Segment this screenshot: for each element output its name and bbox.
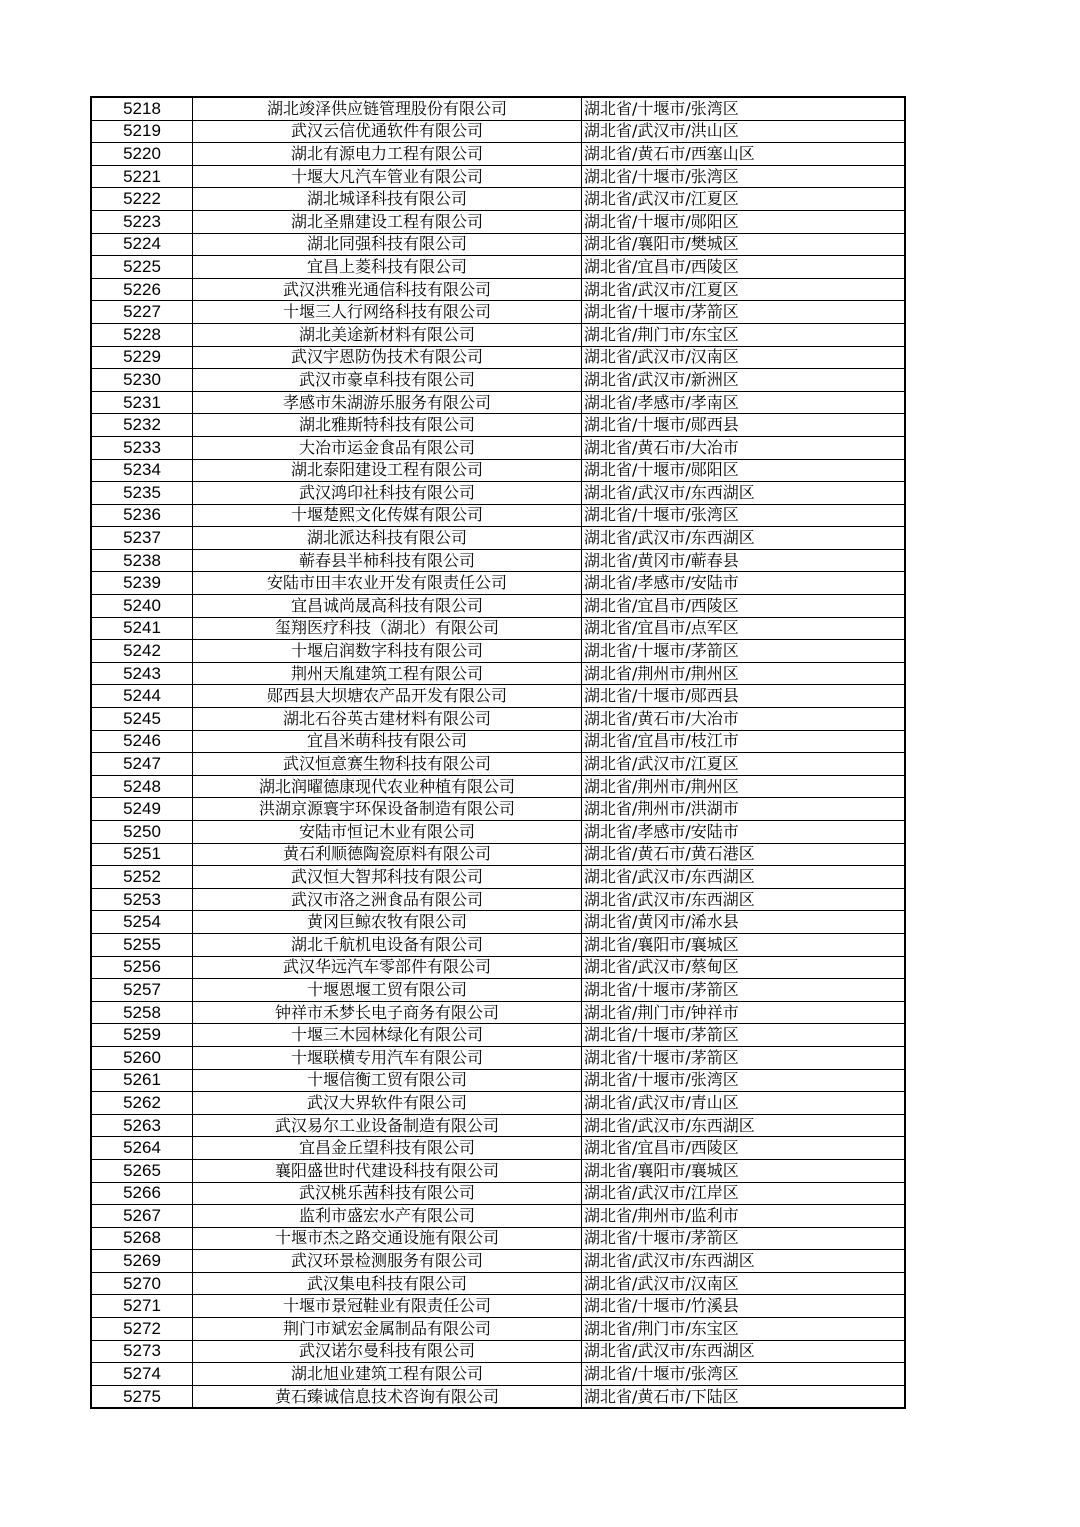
table-row <box>91 775 905 798</box>
row-number-cell: 5241 <box>91 617 193 640</box>
company-name-cell: 武汉市豪卓科技有限公司 <box>193 369 582 392</box>
row-number-cell: 5244 <box>91 685 193 708</box>
row-number-cell: 5228 <box>91 323 193 346</box>
company-name-cell: 十堰恩堰工贸有限公司 <box>193 979 582 1002</box>
region-cell: 湖北省/十堰市/竹溪县 <box>582 1295 906 1318</box>
row-number-cell: 5226 <box>91 278 193 301</box>
row-number-cell: 5256 <box>91 956 193 979</box>
region-cell: 湖北省/武汉市/汉南区 <box>582 1272 906 1295</box>
region-cell: 湖北省/武汉市/洪山区 <box>582 120 906 143</box>
table-row <box>91 1385 905 1408</box>
company-name-cell: 武汉恒大智邦科技有限公司 <box>193 866 582 889</box>
table-row <box>91 595 905 618</box>
region-cell: 湖北省/十堰市/张湾区 <box>582 165 906 188</box>
company-name-cell: 十堰启润数字科技有限公司 <box>193 640 582 663</box>
company-name-cell: 武汉易尔工业设备制造有限公司 <box>193 1114 582 1137</box>
region-cell: 湖北省/荆州市/荆州区 <box>582 662 906 685</box>
region-cell: 湖北省/武汉市/江夏区 <box>582 278 906 301</box>
table-row <box>91 1295 905 1318</box>
region-cell: 湖北省/襄阳市/襄城区 <box>582 933 906 956</box>
region-cell: 湖北省/十堰市/茅箭区 <box>582 640 906 663</box>
company-name-cell: 大冶市运金食品有限公司 <box>193 436 582 459</box>
row-number-cell: 5260 <box>91 1046 193 1069</box>
row-number-cell: 5273 <box>91 1340 193 1363</box>
company-name-cell: 十堰联横专用汽车有限公司 <box>193 1046 582 1069</box>
region-cell: 湖北省/武汉市/东西湖区 <box>582 527 906 550</box>
row-number-cell: 5265 <box>91 1159 193 1182</box>
table-row <box>91 1137 905 1160</box>
table-row <box>91 1069 905 1092</box>
row-number-cell: 5224 <box>91 233 193 256</box>
row-number-cell: 5220 <box>91 143 193 166</box>
table-row <box>91 1024 905 1047</box>
region-cell: 湖北省/黄石市/大冶市 <box>582 436 906 459</box>
company-name-cell: 郧西县大坝塘农产品开发有限公司 <box>193 685 582 708</box>
table-row <box>91 210 905 233</box>
company-name-cell: 湖北泰阳建设工程有限公司 <box>193 459 582 482</box>
company-name-cell: 宜昌诚尚晟高科技有限公司 <box>193 595 582 618</box>
row-number-cell: 5264 <box>91 1137 193 1160</box>
row-number-cell: 5253 <box>91 888 193 911</box>
table-row <box>91 165 905 188</box>
table-row <box>91 1363 905 1386</box>
row-number-cell: 5222 <box>91 188 193 211</box>
region-cell: 湖北省/十堰市/郧阳区 <box>582 459 906 482</box>
company-name-cell: 湖北美途新材料有限公司 <box>193 323 582 346</box>
row-number-cell: 5235 <box>91 482 193 505</box>
company-name-cell: 湖北城译科技有限公司 <box>193 188 582 211</box>
table-row <box>91 143 905 166</box>
table-row <box>91 662 905 685</box>
row-number-cell: 5246 <box>91 730 193 753</box>
company-name-cell: 蕲春县半柿科技有限公司 <box>193 549 582 572</box>
region-cell: 湖北省/黄石市/下陆区 <box>582 1385 906 1408</box>
company-name-cell: 孝感市朱湖游乐服务有限公司 <box>193 391 582 414</box>
table-row <box>91 753 905 776</box>
region-cell: 湖北省/十堰市/郧阳区 <box>582 210 906 233</box>
company-name-cell: 湖北润曜德康现代农业种植有限公司 <box>193 775 582 798</box>
company-name-cell: 武汉市洛之洲食品有限公司 <box>193 888 582 911</box>
table-row <box>91 1001 905 1024</box>
company-name-cell: 湖北有源电力工程有限公司 <box>193 143 582 166</box>
company-list-table <box>90 96 906 1409</box>
region-cell: 湖北省/武汉市/蔡甸区 <box>582 956 906 979</box>
table-row <box>91 1250 905 1273</box>
company-name-cell: 武汉华远汽车零部件有限公司 <box>193 956 582 979</box>
company-name-cell: 湖北同强科技有限公司 <box>193 233 582 256</box>
company-name-cell: 十堰楚熙文化传媒有限公司 <box>193 504 582 527</box>
row-number-cell: 5231 <box>91 391 193 414</box>
company-name-cell: 安陆市田丰农业开发有限责任公司 <box>193 572 582 595</box>
table-row <box>91 979 905 1002</box>
region-cell: 湖北省/武汉市/东西湖区 <box>582 482 906 505</box>
region-cell: 湖北省/武汉市/江夏区 <box>582 753 906 776</box>
region-cell: 湖北省/宜昌市/西陵区 <box>582 256 906 279</box>
company-name-cell: 武汉诺尔曼科技有限公司 <box>193 1340 582 1363</box>
table-row <box>91 933 905 956</box>
table-row <box>91 369 905 392</box>
table-row <box>91 685 905 708</box>
table-row <box>91 323 905 346</box>
region-cell: 湖北省/襄阳市/樊城区 <box>582 233 906 256</box>
region-cell: 湖北省/荆门市/钟祥市 <box>582 1001 906 1024</box>
company-name-cell: 湖北竣泽供应链管理股份有限公司 <box>193 97 582 120</box>
table-row <box>91 97 905 120</box>
row-number-cell: 5269 <box>91 1250 193 1273</box>
table-row <box>91 1318 905 1341</box>
row-number-cell: 5258 <box>91 1001 193 1024</box>
company-name-cell: 湖北派达科技有限公司 <box>193 527 582 550</box>
table-row <box>91 120 905 143</box>
table-row <box>91 911 905 934</box>
table-row <box>91 1092 905 1115</box>
company-name-cell: 十堰市杰之路交通设施有限公司 <box>193 1227 582 1250</box>
row-number-cell: 5254 <box>91 911 193 934</box>
row-number-cell: 5225 <box>91 256 193 279</box>
table-row <box>91 821 905 844</box>
table-row <box>91 1114 905 1137</box>
row-number-cell: 5242 <box>91 640 193 663</box>
company-name-cell: 十堰三木园林绿化有限公司 <box>193 1024 582 1047</box>
row-number-cell: 5233 <box>91 436 193 459</box>
region-cell: 湖北省/十堰市/张湾区 <box>582 504 906 527</box>
company-name-cell: 武汉集电科技有限公司 <box>193 1272 582 1295</box>
region-cell: 湖北省/武汉市/汉南区 <box>582 346 906 369</box>
table-row <box>91 459 905 482</box>
company-name-cell: 宜昌金丘望科技有限公司 <box>193 1137 582 1160</box>
region-cell: 湖北省/武汉市/东西湖区 <box>582 1114 906 1137</box>
table-row <box>91 346 905 369</box>
region-cell: 湖北省/十堰市/张湾区 <box>582 1069 906 1092</box>
table-row <box>91 888 905 911</box>
region-cell: 湖北省/宜昌市/枝江市 <box>582 730 906 753</box>
row-number-cell: 5245 <box>91 708 193 731</box>
region-cell: 湖北省/十堰市/郧西县 <box>582 414 906 437</box>
table-row <box>91 233 905 256</box>
table-row <box>91 391 905 414</box>
table-row <box>91 1205 905 1228</box>
region-cell: 湖北省/孝感市/安陆市 <box>582 572 906 595</box>
row-number-cell: 5272 <box>91 1318 193 1341</box>
company-name-cell: 武汉云信优通软件有限公司 <box>193 120 582 143</box>
row-number-cell: 5238 <box>91 549 193 572</box>
row-number-cell: 5259 <box>91 1024 193 1047</box>
row-number-cell: 5218 <box>91 97 193 120</box>
region-cell: 湖北省/武汉市/东西湖区 <box>582 888 906 911</box>
company-name-cell: 荆州天胤建筑工程有限公司 <box>193 662 582 685</box>
table-row <box>91 1046 905 1069</box>
company-name-cell: 宜昌米萌科技有限公司 <box>193 730 582 753</box>
row-number-cell: 5271 <box>91 1295 193 1318</box>
table-row <box>91 482 905 505</box>
region-cell: 湖北省/武汉市/江夏区 <box>582 188 906 211</box>
company-name-cell: 黄石臻诚信息技术咨询有限公司 <box>193 1385 582 1408</box>
company-name-cell: 钟祥市禾梦长电子商务有限公司 <box>193 1001 582 1024</box>
row-number-cell: 5261 <box>91 1069 193 1092</box>
company-name-cell: 十堰信衡工贸有限公司 <box>193 1069 582 1092</box>
table-row <box>91 1182 905 1205</box>
region-cell: 湖北省/黄冈市/浠水县 <box>582 911 906 934</box>
table-row <box>91 188 905 211</box>
region-cell: 湖北省/十堰市/茅箭区 <box>582 979 906 1002</box>
company-name-cell: 玺翔医疗科技（湖北）有限公司 <box>193 617 582 640</box>
row-number-cell: 5268 <box>91 1227 193 1250</box>
region-cell: 湖北省/宜昌市/西陵区 <box>582 595 906 618</box>
region-cell: 湖北省/荆门市/东宝区 <box>582 323 906 346</box>
region-cell: 湖北省/孝感市/孝南区 <box>582 391 906 414</box>
company-name-cell: 监利市盛宏水产有限公司 <box>193 1205 582 1228</box>
row-number-cell: 5263 <box>91 1114 193 1137</box>
company-name-cell: 湖北千航机电设备有限公司 <box>193 933 582 956</box>
region-cell: 湖北省/荆州市/荆州区 <box>582 775 906 798</box>
region-cell: 湖北省/武汉市/江岸区 <box>582 1182 906 1205</box>
row-number-cell: 5236 <box>91 504 193 527</box>
row-number-cell: 5251 <box>91 843 193 866</box>
company-name-cell: 武汉鸿印社科技有限公司 <box>193 482 582 505</box>
table-row <box>91 414 905 437</box>
table-row <box>91 256 905 279</box>
table-row <box>91 1272 905 1295</box>
region-cell: 湖北省/黄冈市/蕲春县 <box>582 549 906 572</box>
row-number-cell: 5232 <box>91 414 193 437</box>
region-cell: 湖北省/武汉市/东西湖区 <box>582 866 906 889</box>
table-row <box>91 504 905 527</box>
company-name-cell: 湖北圣鼎建设工程有限公司 <box>193 210 582 233</box>
region-cell: 湖北省/十堰市/郧西县 <box>582 685 906 708</box>
row-number-cell: 5243 <box>91 662 193 685</box>
company-name-cell: 荆门市斌宏金属制品有限公司 <box>193 1318 582 1341</box>
table-row <box>91 436 905 459</box>
region-cell: 湖北省/荆门市/东宝区 <box>582 1318 906 1341</box>
company-name-cell: 武汉洪雅光通信科技有限公司 <box>193 278 582 301</box>
table-row <box>91 301 905 324</box>
region-cell: 湖北省/襄阳市/襄城区 <box>582 1159 906 1182</box>
region-cell: 湖北省/十堰市/茅箭区 <box>582 1024 906 1047</box>
region-cell: 湖北省/黄石市/大冶市 <box>582 708 906 731</box>
table-row <box>91 798 905 821</box>
table-row <box>91 730 905 753</box>
company-name-cell: 武汉大界软件有限公司 <box>193 1092 582 1115</box>
row-number-cell: 5257 <box>91 979 193 1002</box>
table-row <box>91 843 905 866</box>
row-number-cell: 5274 <box>91 1363 193 1386</box>
company-name-cell: 湖北雅斯特科技有限公司 <box>193 414 582 437</box>
row-number-cell: 5249 <box>91 798 193 821</box>
company-list-body <box>91 97 905 1408</box>
company-name-cell: 十堰大凡汽车管业有限公司 <box>193 165 582 188</box>
row-number-cell: 5252 <box>91 866 193 889</box>
region-cell: 湖北省/武汉市/青山区 <box>582 1092 906 1115</box>
table-row <box>91 1227 905 1250</box>
row-number-cell: 5248 <box>91 775 193 798</box>
row-number-cell: 5266 <box>91 1182 193 1205</box>
region-cell: 湖北省/孝感市/安陆市 <box>582 821 906 844</box>
company-name-cell: 武汉宇恩防伪技术有限公司 <box>193 346 582 369</box>
company-name-cell: 武汉环景检测服务有限公司 <box>193 1250 582 1273</box>
region-cell: 湖北省/武汉市/东西湖区 <box>582 1250 906 1273</box>
company-name-cell: 黄冈巨鲸农牧有限公司 <box>193 911 582 934</box>
row-number-cell: 5262 <box>91 1092 193 1115</box>
row-number-cell: 5234 <box>91 459 193 482</box>
row-number-cell: 5255 <box>91 933 193 956</box>
company-name-cell: 湖北旭业建筑工程有限公司 <box>193 1363 582 1386</box>
table-row <box>91 1340 905 1363</box>
region-cell: 湖北省/十堰市/茅箭区 <box>582 301 906 324</box>
region-cell: 湖北省/武汉市/新洲区 <box>582 369 906 392</box>
row-number-cell: 5221 <box>91 165 193 188</box>
region-cell: 湖北省/黄石市/西塞山区 <box>582 143 906 166</box>
company-name-cell: 武汉桃乐茜科技有限公司 <box>193 1182 582 1205</box>
company-name-cell: 安陆市恒记木业有限公司 <box>193 821 582 844</box>
company-name-cell: 黄石利顺德陶瓷原料有限公司 <box>193 843 582 866</box>
table-row <box>91 527 905 550</box>
row-number-cell: 5267 <box>91 1205 193 1228</box>
table-row <box>91 278 905 301</box>
region-cell: 湖北省/十堰市/茅箭区 <box>582 1046 906 1069</box>
company-name-cell: 襄阳盛世时代建设科技有限公司 <box>193 1159 582 1182</box>
table-row <box>91 866 905 889</box>
company-name-cell: 宜昌上菱科技有限公司 <box>193 256 582 279</box>
row-number-cell: 5239 <box>91 572 193 595</box>
row-number-cell: 5230 <box>91 369 193 392</box>
region-cell: 湖北省/荆州市/监利市 <box>582 1205 906 1228</box>
company-name-cell: 十堰三人行网络科技有限公司 <box>193 301 582 324</box>
row-number-cell: 5247 <box>91 753 193 776</box>
row-number-cell: 5275 <box>91 1385 193 1408</box>
table-row <box>91 572 905 595</box>
region-cell: 湖北省/宜昌市/西陵区 <box>582 1137 906 1160</box>
region-cell: 湖北省/十堰市/张湾区 <box>582 1363 906 1386</box>
region-cell: 湖北省/黄石市/黄石港区 <box>582 843 906 866</box>
table-row <box>91 1159 905 1182</box>
region-cell: 湖北省/十堰市/张湾区 <box>582 97 906 120</box>
table-row <box>91 956 905 979</box>
region-cell: 湖北省/十堰市/茅箭区 <box>582 1227 906 1250</box>
row-number-cell: 5223 <box>91 210 193 233</box>
row-number-cell: 5240 <box>91 595 193 618</box>
row-number-cell: 5250 <box>91 821 193 844</box>
table-row <box>91 617 905 640</box>
company-name-cell: 湖北石谷英古建材料有限公司 <box>193 708 582 731</box>
table-row <box>91 549 905 572</box>
region-cell: 湖北省/武汉市/东西湖区 <box>582 1340 906 1363</box>
row-number-cell: 5270 <box>91 1272 193 1295</box>
row-number-cell: 5227 <box>91 301 193 324</box>
row-number-cell: 5237 <box>91 527 193 550</box>
region-cell: 湖北省/宜昌市/点军区 <box>582 617 906 640</box>
row-number-cell: 5229 <box>91 346 193 369</box>
region-cell: 湖北省/荆州市/洪湖市 <box>582 798 906 821</box>
company-name-cell: 武汉恒意赛生物科技有限公司 <box>193 753 582 776</box>
row-number-cell: 5219 <box>91 120 193 143</box>
company-name-cell: 十堰市景冠鞋业有限责任公司 <box>193 1295 582 1318</box>
company-name-cell: 洪湖京源寰宇环保设备制造有限公司 <box>193 798 582 821</box>
table-row <box>91 708 905 731</box>
table-row <box>91 640 905 663</box>
